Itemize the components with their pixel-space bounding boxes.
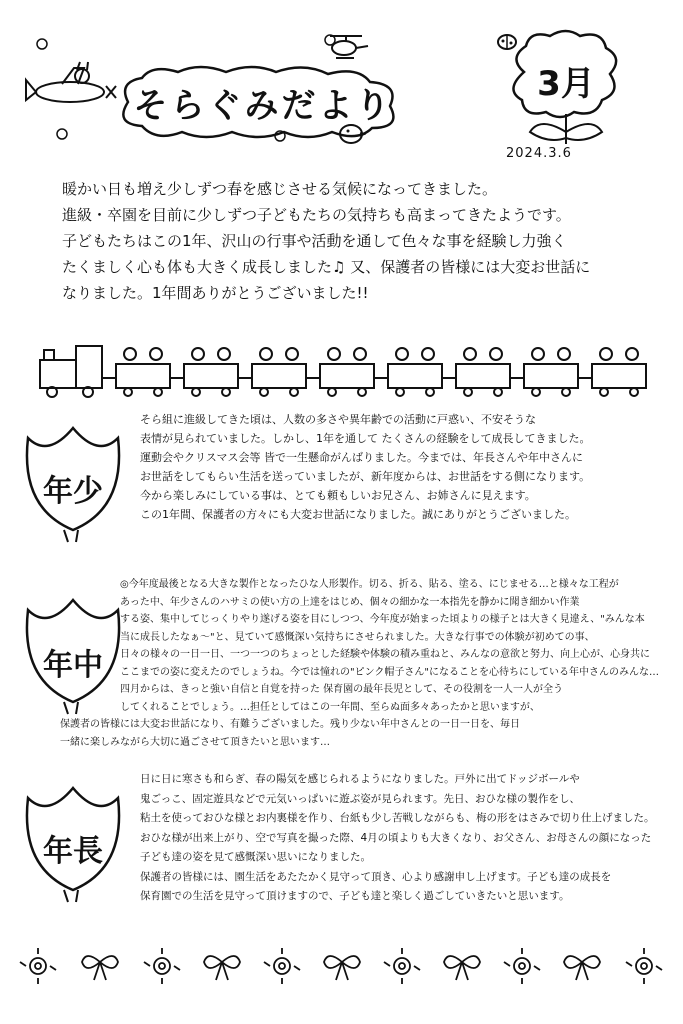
flower-ribbon-border: [10, 944, 673, 990]
section-body-nencho: [140, 770, 660, 907]
intro-line: たくましく心も体も大きく成長しました♫ 又、保護者の皆様には大変お世話に: [62, 258, 591, 276]
intro-line: 子どもたちはこの1年、沢山の行事や活動を通して色々な事を経験し力強く: [62, 232, 567, 250]
section-line: ◎今年度最後となる大きな製作となったひな人形製作。切る、折る、貼る、塗る、にじませる…と様々な工程が: [120, 579, 619, 590]
section-line: 粘土を使っておひな様とお内裏様を作り、台紙も少し苦戦しながらも、梅の形をはさみで切り仕上げました。: [140, 812, 655, 824]
section-line: する姿、集中してじっくりやり遂げる姿を目にしつつ、今年度が始まった頃よりの様子とは大きく見違え、"みんな本: [120, 614, 645, 625]
section-line: 保護者の皆様には、園生活をあたたかく見守って頂き、心より感謝申し上げます。子ども達の成長を: [140, 870, 612, 883]
chick-illustration: [336, 120, 366, 146]
section-body-nenchu: [60, 576, 660, 751]
section-line: 子ども達の姿を見て感慨深い思いになりました。: [140, 851, 371, 863]
section-line: 日々の様々の一日一日、一つ一つのちょっとした経験や体験の積み重ねと、みんなの意欲と努力、向上心が、心身共に: [120, 649, 650, 660]
section-line: 運動会やクリスマス会等 皆で一生懸命がんばりました。今までは、年長さんや年中さんに: [140, 451, 584, 464]
section-label-nenchu: 年中: [43, 648, 103, 683]
section-line: 今から楽しみにしている事は、とても頼もしいお兄さん、お姉さんに見えます。: [140, 489, 536, 502]
section-line: してくれることでしょう。…担任としてはこの一年間、至らぬ面多々あったかと思いますが、: [120, 701, 540, 713]
intro-line: なりました。1年間ありがとうございました!!: [62, 284, 369, 302]
intro-line: 進級・卒園を目前に少しずつ子どもたちの気持ちも高まってきたようです。: [62, 206, 571, 224]
section-line: 保護者の皆様には大変お世話になり、有難うございました。残り少ない年中さんとの一日一日を、毎日: [60, 719, 520, 730]
section-line: 当に成長したなぁ～"と、見ていて感慨深い気持ちにさせられました。大きな行事での体験が初めての事、: [120, 631, 595, 643]
month-badge: 3月: [537, 64, 595, 104]
section-label-nensho: 年少: [43, 474, 103, 509]
section-line: 表情が見られていました。しかし、1年を通して たくさんの経験をして成長してきました。: [140, 432, 591, 445]
section-label-nencho: 年長: [43, 834, 103, 869]
section-line: 四月からは、きっと強い自信と自覚を持った 保育園の最年長児として、その役割を一人一人が全う: [120, 684, 563, 695]
issue-date: 2024.3.6: [506, 146, 572, 161]
section-line: おひな様が出来上がり、空で写真を撮った際、4月の頃よりも大きくなり、お父さん、お母さんの顔になった: [140, 831, 652, 844]
section-line: 一緒に楽しみながら大切に過ごさせて頂きたいと思います…: [60, 736, 330, 748]
section-line: そら組に進級してきた頃は、人数の多さや異年齢での活動に戸惑い、不安そうな: [140, 413, 536, 426]
section-line: ここまでの姿に変えたのでしょうね。今では憧れの"ピンク帽子さん"になることを心待ちにしている年中さんのみんな…: [120, 666, 659, 678]
newsletter-title: そらぐみだより: [133, 86, 393, 126]
intro-message: [62, 176, 642, 306]
section-line: あった中、年少さんのハサミの使い方の上達をはじめ、個々の細かな一本指先を静かに聞き細かい作業: [120, 596, 580, 608]
section-line: この1年間、保護者の方々にも大変お世話になりました。誠にありがとうございました。: [140, 508, 576, 521]
section-line: 鬼ごっこ、固定遊具などで元気いっぱいに遊ぶ姿が見られます。先日、おひな様の製作をし、: [140, 792, 580, 805]
train-divider-illustration: [34, 338, 664, 398]
section-line: 保育園での生活を見守って頂けますので、子ども達と楽しく過ごしていきたいと思います。: [140, 890, 570, 902]
section-line: 日に日に寒さも和らぎ、春の陽気を感じられるようになりました。戸外に出てドッジボールや: [140, 773, 580, 785]
intro-line: 暖かい日も増え少しずつ春を感じさせる気候になってきました。: [62, 180, 498, 198]
section-line: お世話をしてもらい生活を送っていましたが、新年度からは、お世話をする側になります。: [140, 470, 591, 483]
section-body-nensho: [140, 410, 650, 524]
